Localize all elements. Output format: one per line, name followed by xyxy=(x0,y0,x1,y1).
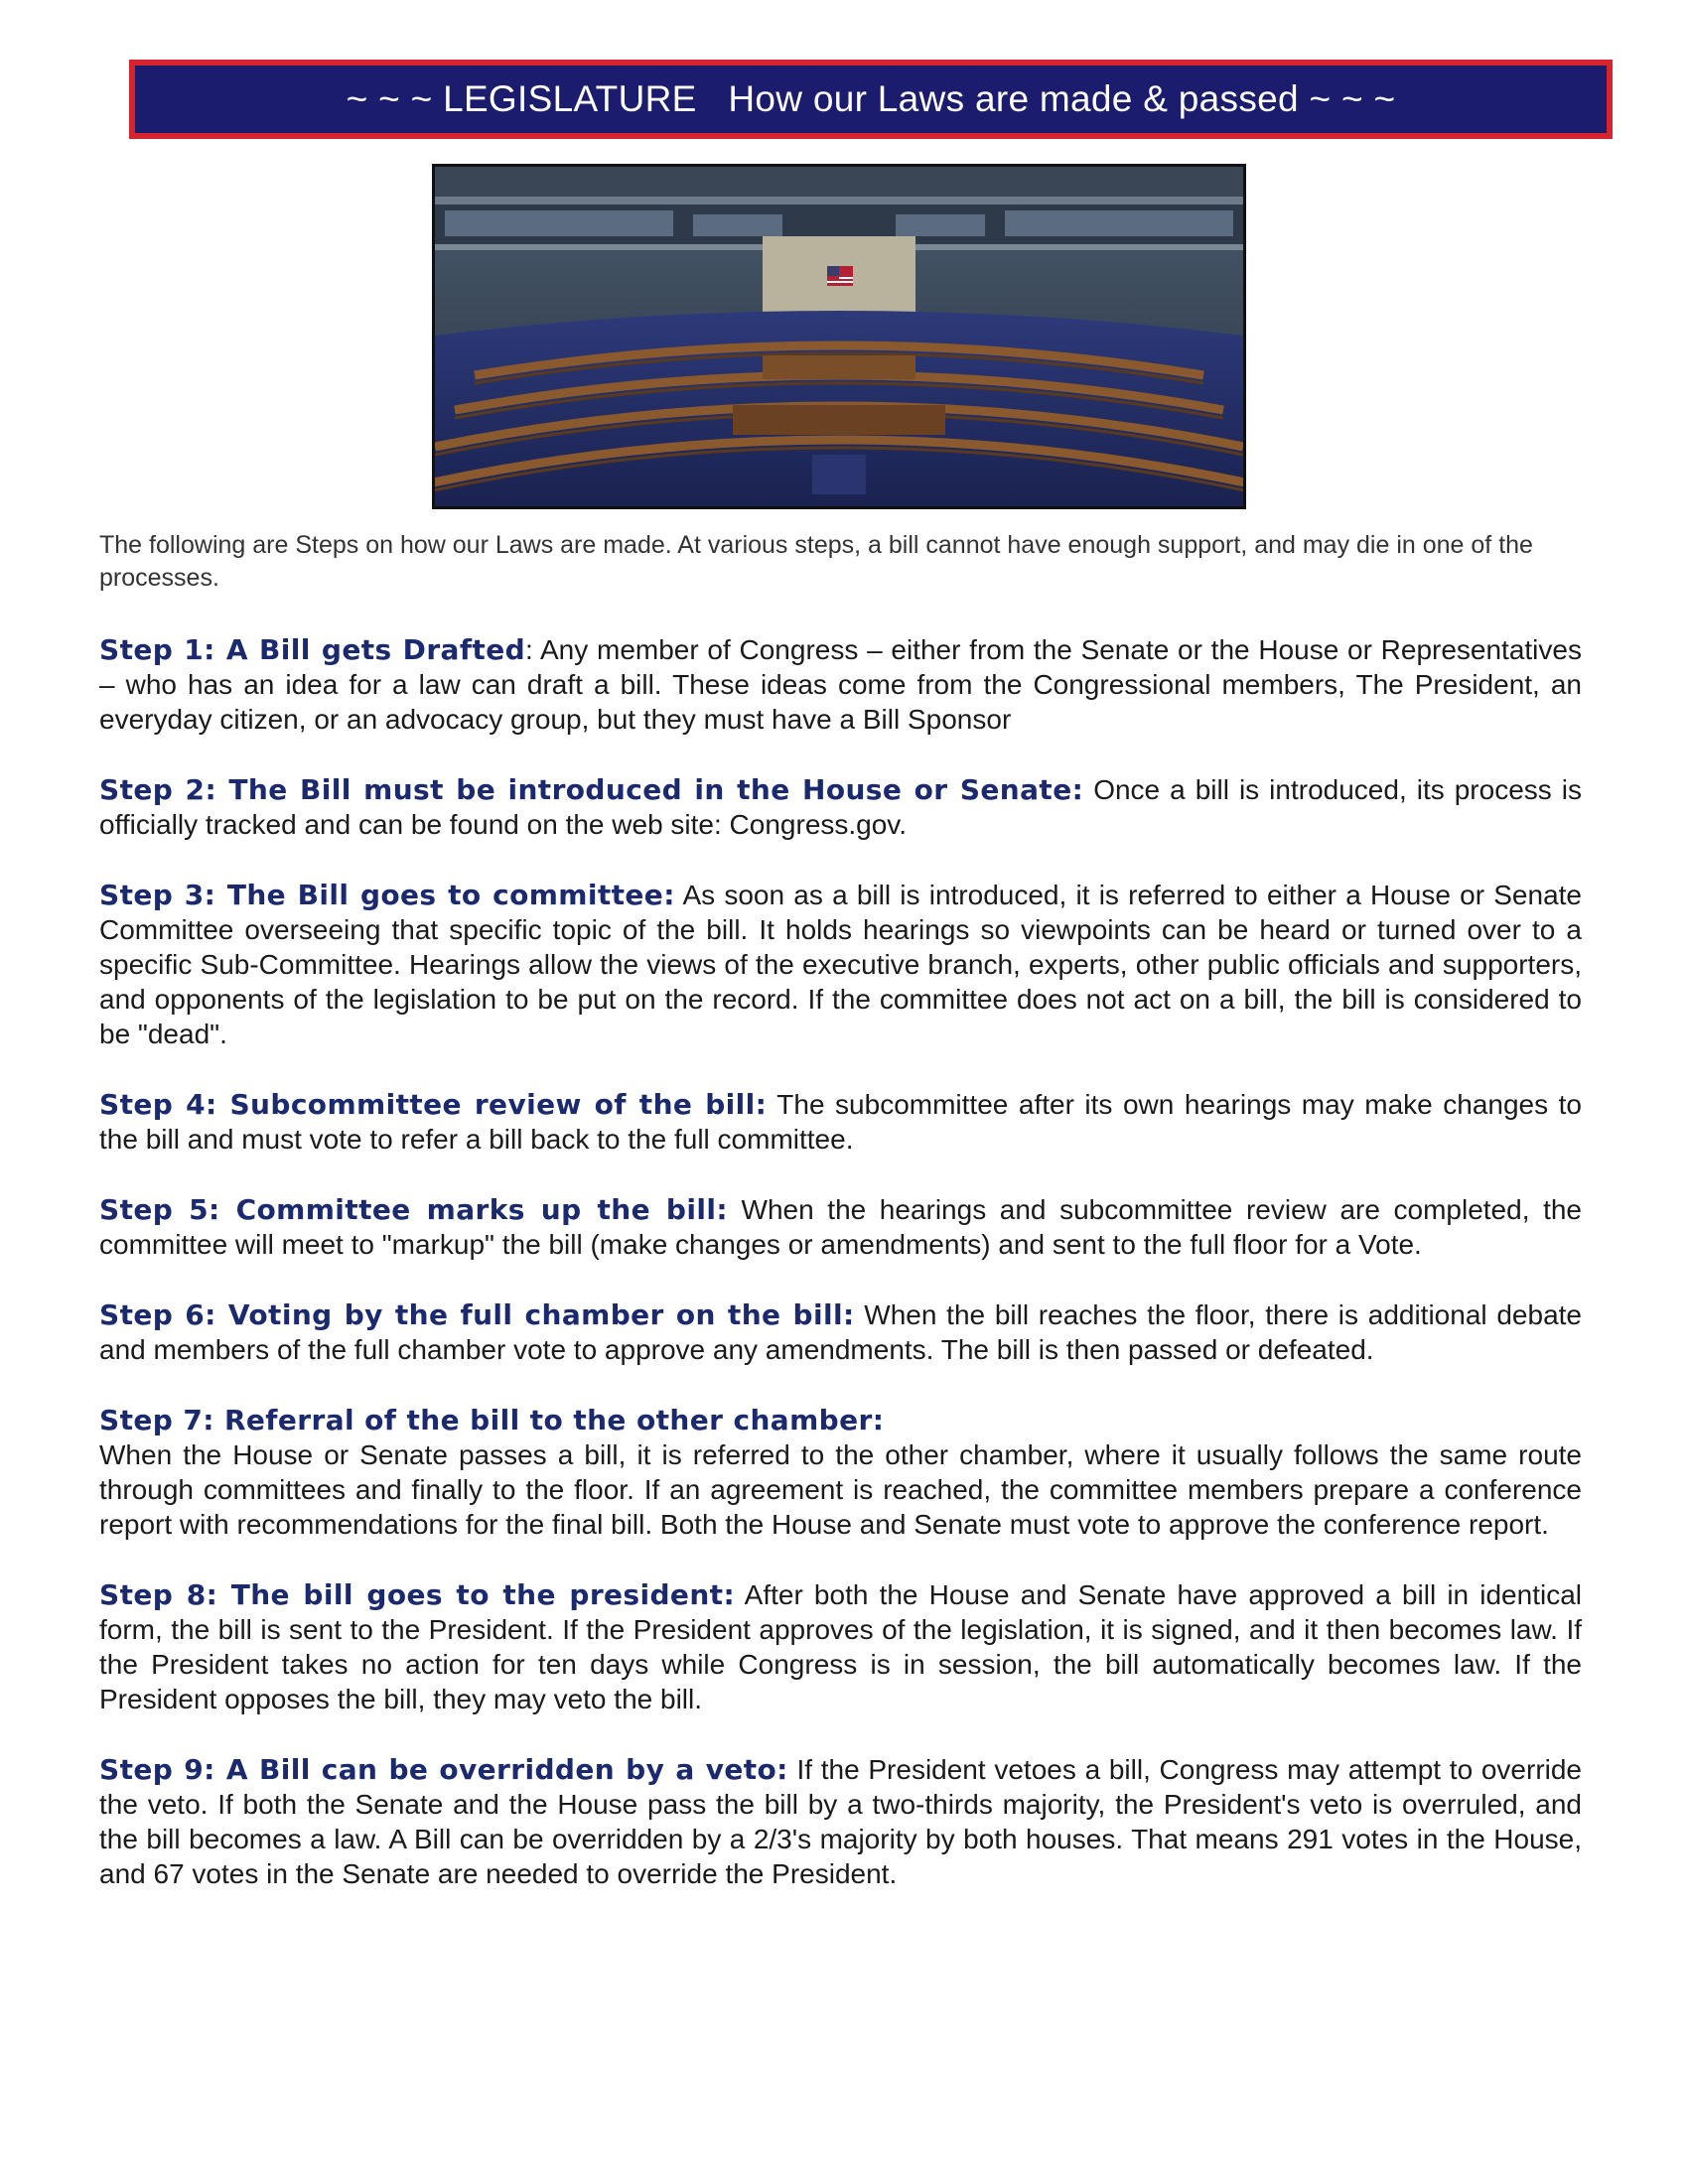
step-body: The subcommittee after its own hearings may make changes to the bill and must vote to refer a bill back to the full committee. xyxy=(99,1089,1582,1155)
step-9 xyxy=(99,1752,1582,1891)
step-1 xyxy=(99,632,1582,737)
step-body: Any member of Congress – either from the Senate or the House or Representatives – who has an idea for a law can draft a bill. These ideas come from the Congressional members, The President, an everyday citizen, or an advocacy group, but they must have a Bill Sponsor xyxy=(99,634,1582,735)
step-heading: Step 1: A Bill gets Drafted xyxy=(99,633,526,666)
step-5 xyxy=(99,1192,1582,1262)
step-body: Once a bill is introduced, its process is officially tracked and can be found on the web site: Congress.gov. xyxy=(99,774,1582,840)
step-heading: Step 7: Referral of the bill to the other chamber: xyxy=(99,1404,885,1436)
step-body: When the House or Senate passes a bill, it is referred to the other chamber, where it usually follows the same route through committees and finally to the floor. If an agreement is reached, the committee members prepare a conference report with recommendations for the final bill. Both the House and Senate must vote to approve the conference report. xyxy=(99,1439,1582,1540)
step-body: After both the House and Senate have approved a bill in identical form, the bill is sent to the President. If the President approves of the legislation, it is signed, and it then becomes law. If the President takes no action for ten days while Congress is in session, the bill automatically becomes law. If the President opposes the bill, they may veto the bill. xyxy=(99,1579,1582,1714)
step-4 xyxy=(99,1087,1582,1157)
step-body: When the bill reaches the floor, there is additional debate and members of the full chamber vote to approve any amendments. The bill is then passed or defeated. xyxy=(99,1299,1582,1365)
title-banner xyxy=(129,60,1613,139)
step-heading: Step 9: A Bill can be overridden by a veto: xyxy=(99,1753,788,1786)
chamber-illustration xyxy=(435,167,1243,506)
step-body: When the hearings and subcommittee review are completed, the committee will meet to "markup" the bill (make changes or amendments) and sent to the full floor for a Vote. xyxy=(99,1194,1582,1260)
house-chamber-photo xyxy=(432,164,1246,509)
step-3 xyxy=(99,878,1582,1051)
step-heading: Step 3: The Bill goes to committee: xyxy=(99,879,675,911)
step-body: If the President vetoes a bill, Congress may attempt to override the veto. If both the Senate and the House pass the bill by a two-thirds majority, the President's veto is overruled, and the bill becomes a law. A Bill can be overridden by a 2/3's majority by both houses. That means 291 votes in the House, and 67 votes in the Senate are needed to override the President. xyxy=(99,1754,1583,1889)
step-heading: Step 6: Voting by the full chamber on the bill: xyxy=(99,1298,855,1331)
step-body: As soon as a bill is introduced, it is referred to either a House or Senate Committee overseeing that specific topic of the bill. It holds hearings so viewpoints can be heard or turned over to a specific Sub-Committee. Hearings allow the views of the executive branch, experts, other public officials and supporters, and opponents of the legislation to be put on the record. If the committee does not act on a bill, the bill is considered to be "dead". xyxy=(99,880,1582,1049)
step-heading: Step 8: The bill goes to the president: xyxy=(99,1578,736,1611)
step-2 xyxy=(99,772,1582,842)
step-8 xyxy=(99,1577,1582,1716)
step-heading: Step 5: Committee marks up the bill: xyxy=(99,1193,728,1226)
step-heading: Step 4: Subcommittee review of the bill: xyxy=(99,1088,768,1121)
document-body xyxy=(99,529,1582,1927)
page-title: ~ ~ ~ LEGISLATURE How our Laws are made & passed ~ ~ ~ xyxy=(346,78,1396,119)
step-separator: : xyxy=(525,634,533,665)
step-6 xyxy=(99,1297,1582,1367)
step-heading: Step 2: The Bill must be introduced in the House or Senate: xyxy=(99,773,1084,806)
step-7 xyxy=(99,1403,1582,1542)
intro-paragraph: The following are Steps on how our Laws are made. At various steps, a bill cannot have enough support, and may die in one of the processes. xyxy=(99,531,1533,592)
